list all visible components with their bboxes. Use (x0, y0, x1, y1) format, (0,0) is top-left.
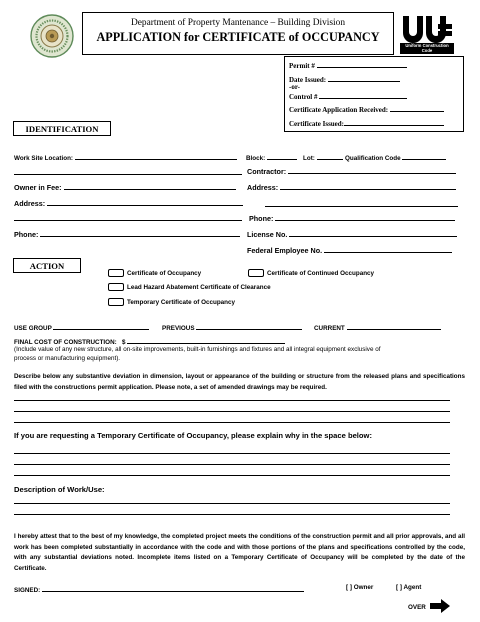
ucc-caption-line-1: Uniform Construction (405, 43, 449, 48)
block-field[interactable]: Block: (246, 152, 297, 162)
deviation-line-1[interactable] (14, 400, 450, 401)
temporary-request-line-1[interactable] (14, 453, 450, 454)
ucc-logo-icon (400, 14, 454, 44)
date-issued-field[interactable]: Date Issued: (289, 74, 400, 84)
ucc-caption-line-2: Code (421, 48, 433, 53)
final-cost-field[interactable]: FINAL COST OF CONSTRUCTION: $ (14, 336, 285, 346)
deviation-instructions: Describe below any substantive deviation in dimension, layout or appearance of the building or structure from the released plans and specifications filed with the constructions permit application. Please note, a set of amended drawings may be required. (14, 373, 465, 391)
continued-occupancy-label: Certificate of Continued Occupancy (267, 270, 375, 277)
action-heading: ACTION (29, 261, 65, 271)
current-use-group-field[interactable]: CURRENT (314, 322, 441, 332)
signature-field[interactable]: SIGNED: (14, 584, 304, 594)
city-seal-icon (30, 14, 74, 58)
cost-note-line-2: process or manufacturing equipment). (14, 355, 121, 362)
control-number-field[interactable]: Control # (289, 91, 407, 101)
certificate-of-occupancy-label: Certificate of Occupancy (127, 270, 202, 277)
or-label: -or- (289, 83, 301, 91)
qualification-code-field[interactable]: Qualification Code (345, 152, 446, 162)
temporary-request-line-3[interactable] (14, 475, 450, 476)
certificate-of-occupancy-checkbox[interactable] (108, 269, 124, 277)
contractor-field[interactable]: Contractor: (247, 166, 456, 176)
attestation-text: I hereby attest that to the best of my knowledge, the completed project meets the conditions of the construction permit and all prior approvals, and all work has been completed substantially in accordance with the code and with those portions of the plans and specifications controlled by the code, with any substantial deviations noted. Incomplete items listed on a Temporary Certificate of Occupancy will be completed by the date of the Certificate. (14, 533, 465, 572)
owner-option[interactable]: [ ] Owner (346, 584, 374, 591)
permit-number-field[interactable]: Permit # (289, 60, 407, 70)
owner-phone-field[interactable]: Phone: (14, 229, 240, 239)
work-site-line-2[interactable] (14, 174, 242, 175)
application-received-field[interactable]: Certificate Application Received: (289, 104, 444, 114)
description-line-2[interactable] (14, 514, 450, 515)
lot-field[interactable]: Lot: (303, 152, 343, 162)
over-label: OVER (408, 604, 426, 611)
federal-employee-field[interactable]: Federal Employee No. (247, 245, 452, 255)
owner-in-fee-field[interactable]: Owner in Fee: (14, 182, 236, 192)
temporary-certificate-label: Temporary Certificate of Occupancy (127, 299, 236, 306)
deviation-line-2[interactable] (14, 411, 450, 412)
description-line-1[interactable] (14, 503, 450, 504)
form-title: APPLICATION for CERTIFICATE of OCCUPANCY (96, 30, 380, 44)
continued-occupancy-checkbox[interactable] (248, 269, 264, 277)
description-label: Description of Work/Use: (14, 485, 105, 494)
contractor-address-line-2[interactable] (265, 206, 458, 207)
temporary-certificate-checkbox[interactable] (108, 298, 124, 306)
owner-address-field[interactable]: Address: (14, 198, 243, 208)
work-site-field[interactable]: Work Site Location: (14, 152, 237, 162)
temporary-request-label: If you are requesting a Temporary Certificate of Occupancy, please explain why in the space below: (14, 431, 372, 440)
previous-use-group-field[interactable]: PREVIOUS (162, 322, 302, 332)
lead-abatement-label: Lead Hazard Abatement Certificate of Clearance (127, 284, 271, 291)
owner-address-line-2[interactable] (14, 220, 242, 221)
arrow-right-icon (430, 599, 450, 613)
contractor-address-field[interactable]: Address: (247, 182, 456, 192)
use-group-field[interactable]: USE GROUP (14, 322, 149, 332)
temporary-request-line-2[interactable] (14, 464, 450, 465)
ucc-logo (400, 14, 454, 54)
cost-note-line-1: (Include value of any new structure, all on-site improvements, built-in furnishings and fixtures and all integral equipment exclusive of (14, 346, 381, 353)
deviation-line-3[interactable] (14, 422, 450, 423)
certificate-issued-field[interactable]: Certificate Issued: (289, 118, 444, 128)
contractor-phone-field[interactable]: Phone: (249, 213, 455, 223)
license-number-field[interactable]: License No. (247, 229, 457, 239)
department-name: Department of Property Mantenance – Building Division (130, 18, 346, 28)
agent-option[interactable]: [ ] Agent (396, 584, 422, 591)
identification-heading: IDENTIFICATION (25, 124, 99, 134)
lead-abatement-checkbox[interactable] (108, 283, 124, 291)
